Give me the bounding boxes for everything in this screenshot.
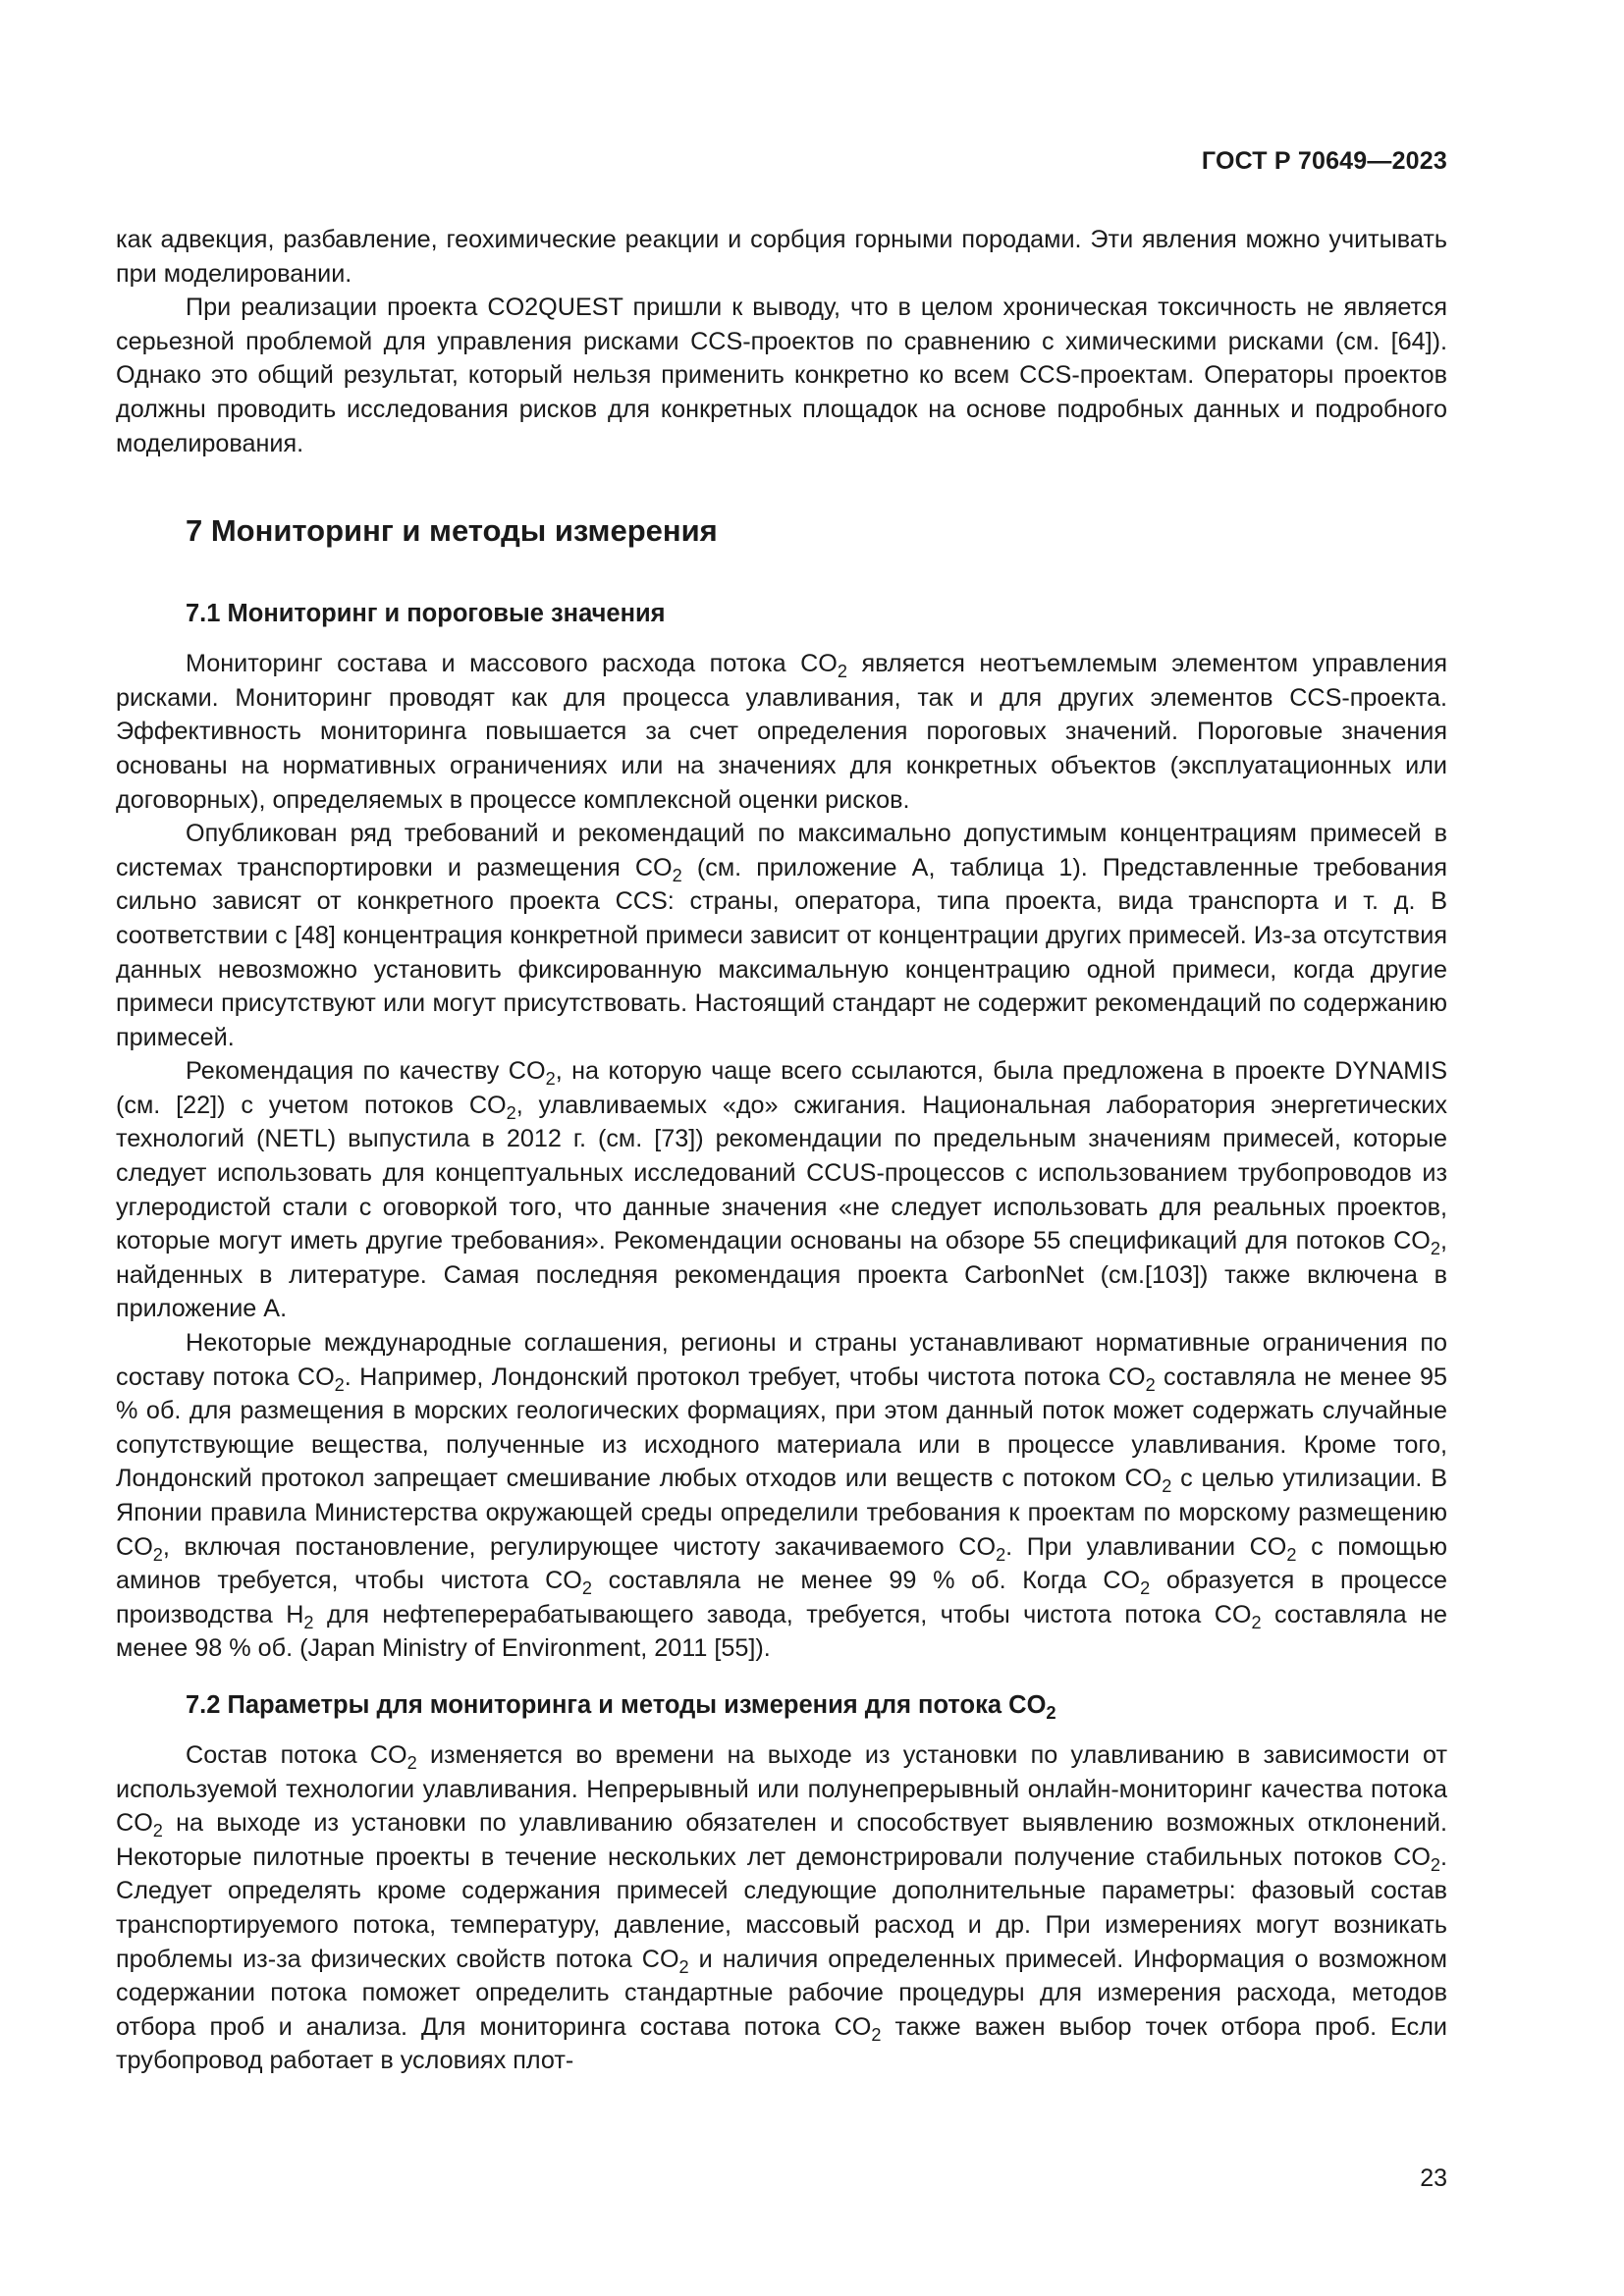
document-id-header: ГОСТ Р 70649—2023 — [1201, 147, 1447, 175]
section-7-title: 7 Мониторинг и методы измерения — [186, 513, 718, 549]
page-content — [116, 223, 1447, 2078]
s71-paragraph-2: Опубликован ряд требований и рекомендаций по максимально допустимым концентрациям примесей в системах транспортировки и размещения $CO_2$ (см. приложение А, таблица 1). Представленные требования сильно зависят от конкретного проекта CCS: страны, оператора, типа проекта, вида транспорта и т. д. В соответствии с [48] концентрация конкретной примеси зависит от концентрации других примесей. Из-за отсутствия данных невозможно установить фиксированную максимальную концентрацию одной примеси, когда другие примеси присутствуют или могут присутствовать. Настоящий стандарт не содержит рекомендаций по содержанию примесей. — [116, 820, 1448, 1051]
s72-paragraph-1: Состав потока $CO_2$ изменяется во времени на выходе из установки по улавливанию в зависимости от используемой технологии улавливания. Непрерывный или полунепрерывный онлайн-мониторинг качества потока $CO_2$ на выходе из установки по улавливанию обязателен и способствует выявлению возможных отклонений. Некоторые пилотные проекты в течение нескольких лет демонстрировали получение стабильных потоков $CO_2$. Следует определять кроме содержания примесей следующие дополнительные параметры: фазовый состав транспортируемого потока, температуру, давление, массовый расход и др. При измерениях могут возникать проблемы из-за физических свойств потока $CO_2$ и наличия определенных примесей. Информация о возможном содержании потока поможет определить стандартные рабочие процедуры для измерения расхода, методов отбора проб и анализа. Для мониторинга состава потока $CO_2$ также важен выбор точек отбора проб. Если трубопровод работает в условиях плот- — [116, 1740, 1447, 2075]
s71-paragraph-1: Мониторинг состава и массового расхода потока $CO_2$ является неотъемлемым элементом управления рисками. Мониторинг проводят как для процесса улавливания, так и для других элементов CCS-проекта. Эффективность мониторинга повышается за счет определения пороговых значений. Пороговые значения основаны на нормативных ограничениях или на значениях для конкретных объектов (эксплуатационных или договорных), определяемых в процессе комплексной оценки рисков. — [116, 650, 1447, 814]
page-number: 23 — [1420, 2164, 1447, 2192]
s71-paragraph-4: Некоторые международные соглашения, регионы и страны устанавливают нормативные ограничения по составу потока $CO_2$. Например, Лондонский протокол требует, чтобы чистота потока $CO_2$ составляла не менее 95 % об. для размещения в морских геологических формациях, при этом данный поток может содержать случайные сопутствующие вещества, полученные из исходного материала или в процессе улавливания. Кроме того, Лондонский протокол запрещает смешивание любых отходов или веществ с потоком $CO_2$ с целью утилизации. В Японии правила Министерства окружающей среды определили требования к проектам по морскому размещению $CO_2$, включая постановление, регулирующее чистоту закачиваемого $CO_2$. При улавливании $CO_2$ с помощью аминов требуется, чтобы чистота $CO_2$ составляла не менее 99 % об. Когда $CO_2$ образуется в процессе производства $H_2$ для нефтеперерабатывающего завода, требуется, чтобы чистота потока $CO_2$ составляла не менее 98 % об. (Japan Ministry of Environment, 2011 [55]). — [116, 1329, 1448, 1663]
intro-paragraph-1: как адвекция, разбавление, геохимические реакции и сорбция горными породами. Эти явления можно учитывать при моделировании. — [116, 226, 1447, 288]
subsection-7-1-title: 7.1 Мониторинг и пороговые значения — [186, 600, 666, 628]
intro-paragraph-2: При реализации проекта CO2QUEST пришли к выводу, что в целом хроническая токсичность не является серьезной проблемой для управления рисками CCS-проектов по сравнению с химическими рисками (см. [64]). Однако это общий результат, который нельзя применить конкретно ко всем CCS-проектам. Операторы проектов должны проводить исследования рисков для конкретных площадок на основе подробных данных и подробного моделирования. — [116, 294, 1447, 457]
s71-paragraph-3: Рекомендация по качеству $CO_2$, на которую чаще всего ссылаются, была предложена в проекте DYNAMIS (см. [22]) с учетом потоков $CO_2$, улавливаемых «до» сжигания. Национальная лаборатория энергетических технологий (NETL) выпустила в 2012 г. (см. [73]) рекомендации по предельным значениям примесей, которые следует использовать для концептуальных исследований CCUS-процессов с использованием трубопроводов из углеродистой стали с оговоркой того, что данные значения «не следует использовать для реальных проектов, которые могут иметь другие требования». Рекомендации основаны на обзоре 55 спецификаций для потоков $CO_2$, найденных в литературе. Самая последняя рекомендация проекта CarbonNet (см.[103]) также включена в приложение А. — [116, 1057, 1448, 1323]
subsection-7-2-title: 7.2 Параметры для мониторинга и методы измерения для потока $CO_2$ — [186, 1690, 1056, 1723]
document-page — [116, 0, 1447, 2296]
